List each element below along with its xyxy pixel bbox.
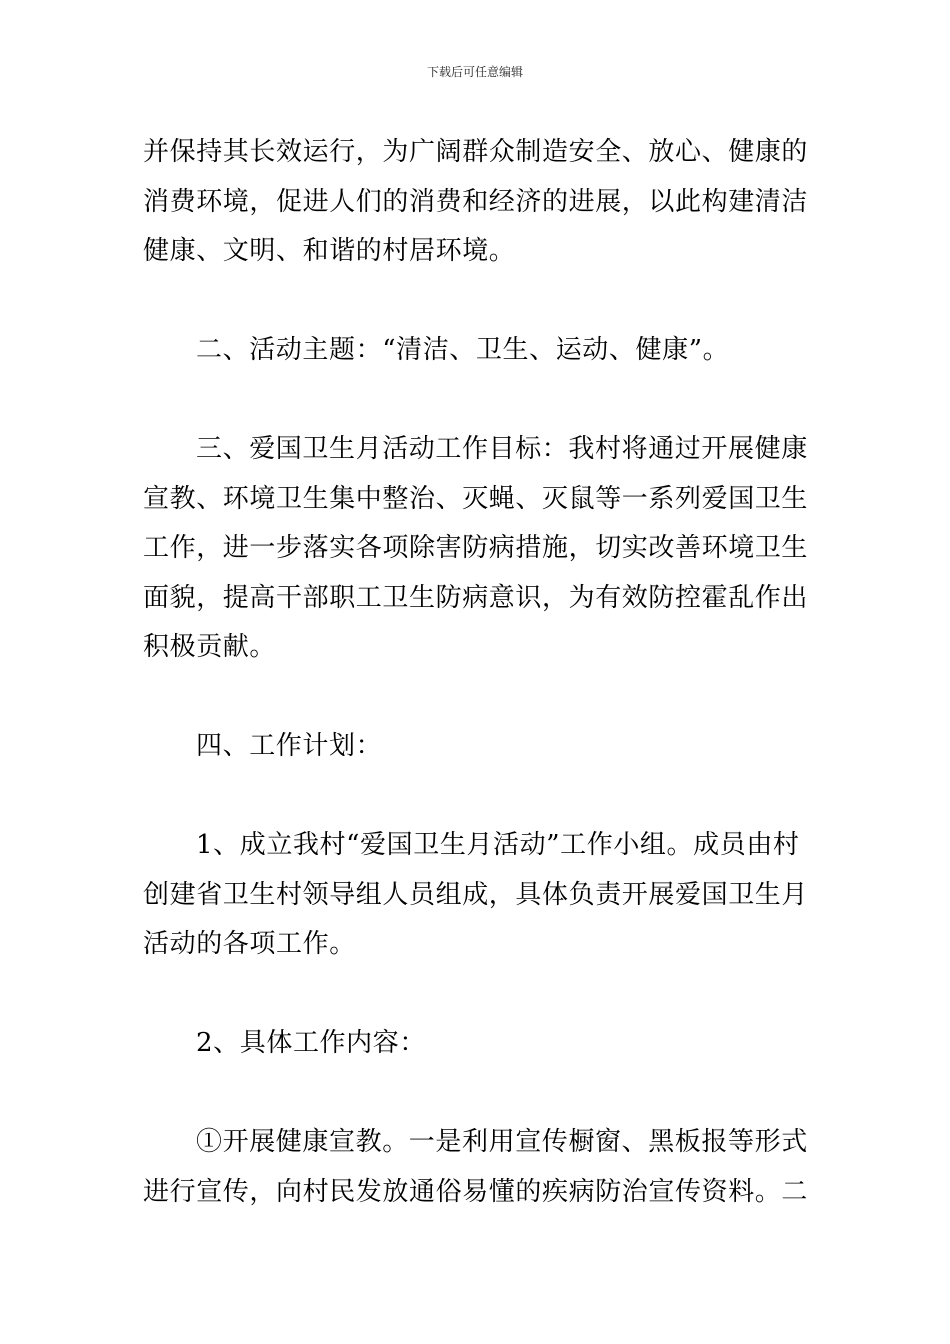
paragraph-plan-item-2 — [143, 1019, 805, 1069]
document-body — [143, 128, 809, 1217]
paragraph-plan-item-1 — [143, 821, 809, 970]
text-line: 四、工作计划： — [196, 731, 383, 761]
text-line: 并保持其长效运行，为广阔群众制造安全、放心、健康的 — [143, 137, 809, 167]
text-line: 积极贡献。 — [143, 632, 277, 662]
paragraph-spacer — [143, 970, 805, 1020]
text-line: 消费环境，促进人们的消费和经济的进展，以此构建清洁 — [143, 186, 809, 217]
text-line: 1、成立我村“爱国卫生月活动”工作小组。成员由村 — [196, 830, 800, 860]
paragraph-spacer — [143, 277, 805, 327]
text-line: 工作，进一步落实各项除害防病措施，切实改善环境卫生 — [143, 533, 809, 563]
paragraph-spacer — [143, 1069, 805, 1119]
text-line: 三、爱国卫生月活动工作目标：我村将通过开展健康 — [196, 434, 808, 464]
section-heading-plan — [143, 722, 805, 772]
text-line: 活动的各项工作。 — [143, 929, 356, 959]
paragraph-health-education — [143, 1118, 809, 1217]
section-heading-theme — [143, 326, 805, 376]
text-line: 健康、文明、和谐的村居环境。 — [143, 236, 516, 266]
text-line: 面貌，提高干部职工卫生防病意识，为有效防控霍乱作出 — [143, 582, 809, 613]
text-line: 宣教、环境卫生集中整治、灭蝇、灭鼠等一系列爱国卫生 — [143, 483, 809, 514]
text-line: 2、具体工作内容： — [196, 1028, 426, 1058]
text-line: 二、活动主题：“清洁、卫生、运动、健康”。 — [196, 335, 730, 365]
paragraph-spacer — [143, 772, 805, 822]
page-header-note: 下载后可任意编辑 — [426, 65, 523, 79]
text-line: 进行宣传，向村民发放通俗易懂的疾病防治宣传资料。二 — [143, 1176, 809, 1207]
paragraph-spacer — [143, 673, 805, 723]
paragraph-goals — [143, 425, 809, 673]
text-line: 创建省卫生村领导组人员组成，具体负责开展爱国卫生月 — [143, 879, 809, 910]
paragraph-spacer — [143, 376, 805, 426]
text-line: ①开展健康宣教。一是利用宣传橱窗、黑板报等形式 — [196, 1127, 808, 1157]
paragraph-continuation — [143, 128, 809, 277]
